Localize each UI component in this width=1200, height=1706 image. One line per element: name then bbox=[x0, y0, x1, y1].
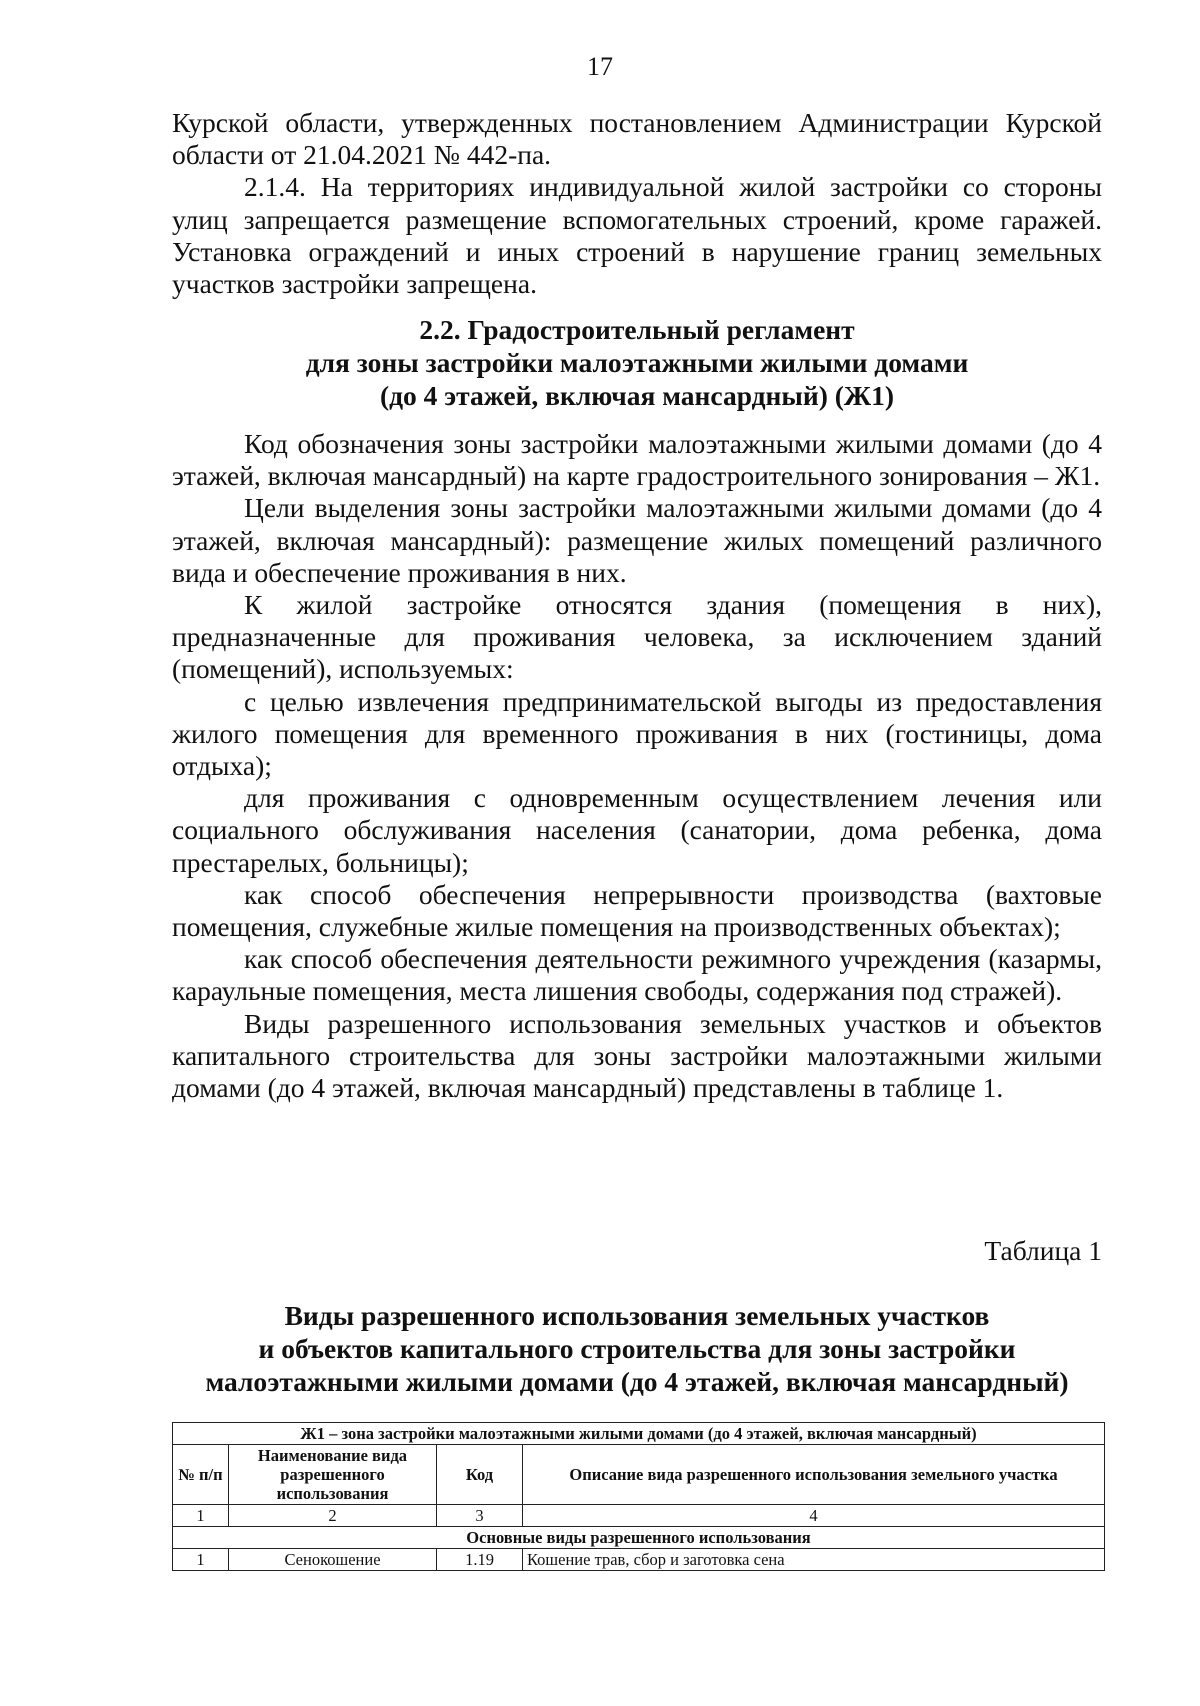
col-header-number: № п/п bbox=[173, 1445, 229, 1505]
section-heading-line-2: для зоны застройки малоэтажными жилыми домами bbox=[305, 347, 969, 378]
paragraph-zone-code: Код обозначения зоны застройки малоэтажными жилыми домами (до 4 этажей, включая мансардный) на карте градостроительного зонирования – Ж1. bbox=[172, 428, 1102, 492]
section-main-uses-cell: Основные виды разрешенного использования bbox=[173, 1527, 1105, 1549]
paragraph-exclusion-medical: для проживания с одновременным осуществлением лечения или социального обслуживания населения (санатории, дома ребенка, дома престарелых, больницы); bbox=[172, 782, 1102, 878]
column-number-row bbox=[173, 1505, 1105, 1527]
zone-header-cell: Ж1 – зона застройки малоэтажными жилыми домами (до 4 этажей, включая мансардный) bbox=[173, 1423, 1105, 1445]
row-code-cell: 1.19 bbox=[437, 1549, 523, 1571]
permitted-use-table bbox=[172, 1422, 1105, 1571]
zone-header-row bbox=[173, 1423, 1105, 1445]
col-number-4: 4 bbox=[523, 1505, 1105, 1527]
paragraph-2-1-4: 2.1.4. На территориях индивидуальной жилой застройки со стороны улиц запрещается размещение вспомогательных строений, кроме гаражей. Установка ограждений и иных строений в нарушение границ земельных участков застройки запрещена. bbox=[172, 171, 1102, 300]
table-row bbox=[173, 1549, 1105, 1571]
table-title-line-2: и объектов капитального строительства для зоны застройки bbox=[258, 1333, 1016, 1364]
column-header-row bbox=[173, 1445, 1105, 1505]
section-heading-line-1: 2.2. Градостроительный регламент bbox=[419, 314, 855, 345]
body-text bbox=[172, 428, 1102, 1104]
section-heading-line-3: (до 4 этажей, включая мансардный) (Ж1) bbox=[379, 380, 894, 411]
col-number-1: 1 bbox=[173, 1505, 229, 1527]
col-number-3: 3 bbox=[437, 1505, 523, 1527]
row-description-cell: Кошение трав, сбор и заготовка сена bbox=[523, 1549, 1105, 1571]
col-header-description: Описание вида разрешенного использования земельного участка bbox=[523, 1445, 1105, 1505]
table-title-line-1: Виды разрешенного использования земельных участков bbox=[284, 1300, 990, 1331]
col-header-code: Код bbox=[437, 1445, 523, 1505]
section-row-main-uses bbox=[173, 1527, 1105, 1549]
paragraph-table-reference: Виды разрешенного использования земельных участков и объектов капитального строительства для зоны застройки малоэтажными жилыми домами (до 4 этажей, включая мансардный) представлены в таблице 1. bbox=[172, 1007, 1102, 1104]
page-number: 17 bbox=[587, 52, 613, 81]
table-title-line-3: малоэтажными жилыми домами (до 4 этажей, включая мансардный) bbox=[205, 1366, 1069, 1397]
section-heading bbox=[172, 313, 1102, 412]
table-caption: Таблица 1 bbox=[984, 1235, 1102, 1266]
paragraph-exclusion-regime: как способ обеспечения деятельности режимного учреждения (казармы, караульные помещения, места лишения свободы, содержания под стражей). bbox=[172, 943, 1102, 1007]
row-number-cell: 1 bbox=[173, 1549, 229, 1571]
paragraph-exclusion-production: как способ обеспечения непрерывности производства (вахтовые помещения, служебные жилые помещения на производственных объектах); bbox=[172, 878, 1102, 943]
paragraph-exclusion-commercial: с целью извлечения предпринимательской выгоды из предоставления жилого помещения для временного проживания в них (гостиницы, дома отдыха); bbox=[172, 685, 1102, 782]
paragraph-zone-goals: Цели выделения зоны застройки малоэтажными жилыми домами (до 4 этажей, включая мансардный): размещение жилых помещений различного вида и обеспечение проживания в них. bbox=[172, 492, 1102, 588]
table-title bbox=[172, 1299, 1102, 1398]
col-number-2: 2 bbox=[229, 1505, 437, 1527]
row-name-cell: Сенокошение bbox=[229, 1549, 437, 1571]
col-header-name: Наименование вида разрешенного использования bbox=[229, 1445, 437, 1505]
intro-continuation: Курской области, утвержденных постановлением Администрации Курской области от 21.04.2021 № 442-па. bbox=[172, 107, 1102, 171]
paragraph-residential-definition: К жилой застройке относятся здания (помещения в них), предназначенные для проживания человека, за исключением зданий (помещений), используемых: bbox=[172, 589, 1102, 685]
intro-text bbox=[172, 107, 1102, 300]
